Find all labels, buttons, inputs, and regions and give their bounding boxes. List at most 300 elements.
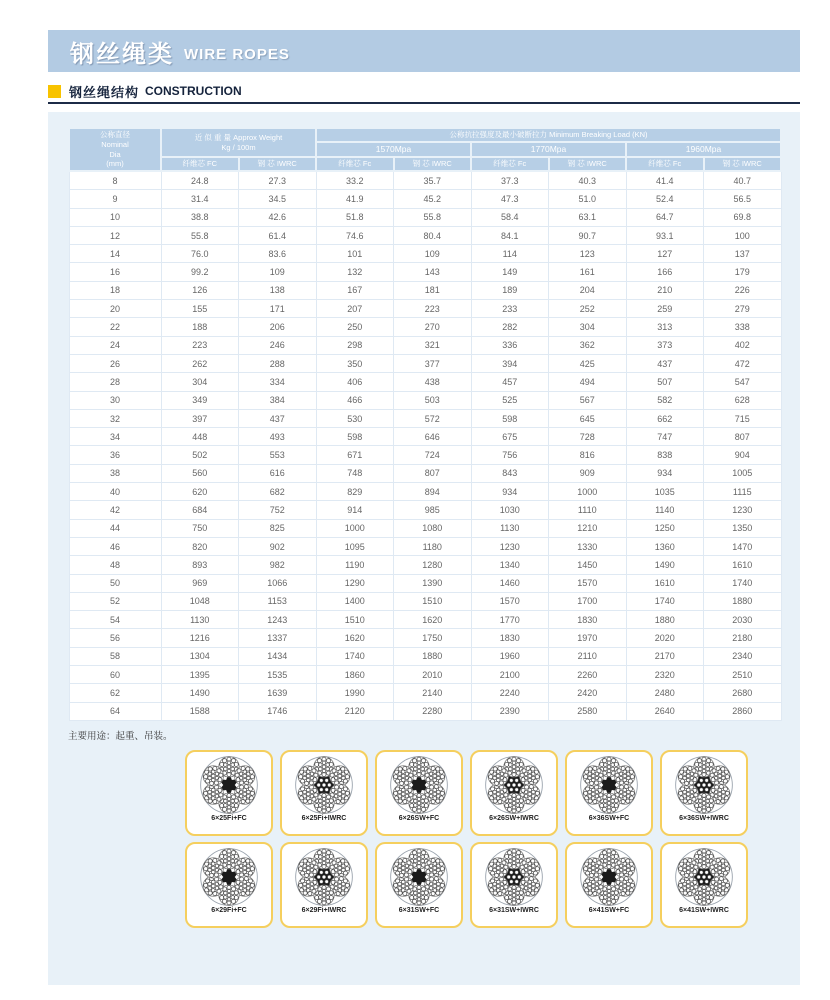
value-cell: 675 xyxy=(471,428,549,446)
rope-construction-label: 6×41SW+IWRC xyxy=(679,906,729,914)
value-cell: 752 xyxy=(239,501,317,519)
col-header-grade-1770: 1770Mpa xyxy=(471,142,626,157)
value-cell: 2480 xyxy=(626,684,704,702)
value-cell: 126 xyxy=(161,281,239,299)
value-cell: 56.5 xyxy=(704,190,782,208)
value-cell: 64.7 xyxy=(626,208,704,226)
value-cell: 2120 xyxy=(316,702,394,720)
value-cell: 684 xyxy=(161,501,239,519)
diameter-cell: 22 xyxy=(69,318,161,336)
rope-cross-section-icon xyxy=(291,754,357,816)
yellow-square-icon xyxy=(48,85,61,98)
value-cell: 1880 xyxy=(704,592,782,610)
value-cell: 313 xyxy=(626,318,704,336)
value-cell: 1460 xyxy=(471,574,549,592)
col-header-grade-1960: 1960Mpa xyxy=(626,142,781,157)
value-cell: 74.6 xyxy=(316,226,394,244)
rope-cross-section-icon xyxy=(576,846,642,908)
page-banner xyxy=(48,30,800,72)
value-cell: 349 xyxy=(161,391,239,409)
value-cell: 206 xyxy=(239,318,317,336)
value-cell: 27.3 xyxy=(239,171,317,190)
value-cell: 1620 xyxy=(316,629,394,647)
value-cell: 377 xyxy=(394,354,472,372)
value-cell: 1304 xyxy=(161,647,239,665)
value-cell: 2390 xyxy=(471,702,549,720)
table-row xyxy=(69,592,781,610)
value-cell: 1000 xyxy=(316,519,394,537)
value-cell: 728 xyxy=(549,428,627,446)
value-cell: 1830 xyxy=(549,611,627,629)
value-cell: 210 xyxy=(626,281,704,299)
col-header-breaking-load: 公称抗拉强度及最小破断拉力 Minimum Breaking Load (KN) xyxy=(316,128,781,142)
value-cell: 448 xyxy=(161,428,239,446)
value-cell: 1360 xyxy=(626,537,704,555)
value-cell: 1095 xyxy=(316,537,394,555)
value-cell: 1510 xyxy=(394,592,472,610)
value-cell: 350 xyxy=(316,354,394,372)
value-cell: 1750 xyxy=(394,629,472,647)
value-cell: 1770 xyxy=(471,611,549,629)
table-row xyxy=(69,519,781,537)
value-cell: 123 xyxy=(549,245,627,263)
rope-construction-label: 6×29Fi+IWRC xyxy=(301,906,347,914)
rope-diagram-card xyxy=(470,750,558,836)
value-cell: 1510 xyxy=(316,611,394,629)
value-cell: 1746 xyxy=(239,702,317,720)
value-cell: 547 xyxy=(704,373,782,391)
diameter-cell: 8 xyxy=(69,171,161,190)
value-cell: 2010 xyxy=(394,666,472,684)
value-cell: 40.3 xyxy=(549,171,627,190)
table-row xyxy=(69,611,781,629)
rope-construction-label: 6×41SW+FC xyxy=(588,906,630,914)
value-cell: 1035 xyxy=(626,483,704,501)
table-row xyxy=(69,574,781,592)
value-cell: 63.1 xyxy=(549,208,627,226)
value-cell: 1434 xyxy=(239,647,317,665)
rope-cross-section-icon xyxy=(576,754,642,816)
col-header-weight: 近 似 重 量 Approx Weight Kg / 100m xyxy=(161,128,316,157)
value-cell: 226 xyxy=(704,281,782,299)
value-cell: 1337 xyxy=(239,629,317,647)
value-cell: 1243 xyxy=(239,611,317,629)
value-cell: 628 xyxy=(704,391,782,409)
value-cell: 47.3 xyxy=(471,190,549,208)
value-cell: 472 xyxy=(704,354,782,372)
rope-cross-section-icon xyxy=(671,846,737,908)
value-cell: 1700 xyxy=(549,592,627,610)
subheader-iwrc: 钢 芯 IWRC xyxy=(239,157,317,171)
value-cell: 1880 xyxy=(626,611,704,629)
table-row xyxy=(69,226,781,244)
value-cell: 894 xyxy=(394,483,472,501)
rope-construction-label: 6×36SW+IWRC xyxy=(679,814,729,822)
value-cell: 2680 xyxy=(704,684,782,702)
value-cell: 616 xyxy=(239,464,317,482)
section-title-cn: 钢丝绳结构 xyxy=(69,84,140,100)
value-cell: 69.8 xyxy=(704,208,782,226)
value-cell: 530 xyxy=(316,409,394,427)
value-cell: 406 xyxy=(316,373,394,391)
value-cell: 189 xyxy=(471,281,549,299)
diameter-cell: 42 xyxy=(69,501,161,519)
value-cell: 816 xyxy=(549,446,627,464)
value-cell: 969 xyxy=(161,574,239,592)
value-cell: 2170 xyxy=(626,647,704,665)
rope-construction-label: 6×29Fi+FC xyxy=(211,906,247,914)
value-cell: 1153 xyxy=(239,592,317,610)
value-cell: 1610 xyxy=(626,574,704,592)
value-cell: 2140 xyxy=(394,684,472,702)
table-row xyxy=(69,483,781,501)
value-cell: 288 xyxy=(239,354,317,372)
value-cell: 1830 xyxy=(471,629,549,647)
value-cell: 825 xyxy=(239,519,317,537)
value-cell: 2240 xyxy=(471,684,549,702)
value-cell: 438 xyxy=(394,373,472,391)
rope-construction-label: 6×26SW+IWRC xyxy=(489,814,539,822)
value-cell: 179 xyxy=(704,263,782,281)
subheader-iwrc: 钢 芯 IWRC xyxy=(394,157,472,171)
value-cell: 55.8 xyxy=(394,208,472,226)
diameter-cell: 24 xyxy=(69,336,161,354)
value-cell: 394 xyxy=(471,354,549,372)
value-cell: 101 xyxy=(316,245,394,263)
value-cell: 1000 xyxy=(549,483,627,501)
value-cell: 1490 xyxy=(161,684,239,702)
value-cell: 33.2 xyxy=(316,171,394,190)
rope-construction-label: 6×25Fi+FC xyxy=(211,814,247,822)
diameter-cell: 30 xyxy=(69,391,161,409)
value-cell: 1970 xyxy=(549,629,627,647)
table-row xyxy=(69,171,781,190)
value-cell: 645 xyxy=(549,409,627,427)
value-cell: 167 xyxy=(316,281,394,299)
rope-diagram-card xyxy=(470,842,558,928)
value-cell: 2020 xyxy=(626,629,704,647)
table-row xyxy=(69,281,781,299)
value-cell: 715 xyxy=(704,409,782,427)
value-cell: 246 xyxy=(239,336,317,354)
value-cell: 934 xyxy=(471,483,549,501)
value-cell: 252 xyxy=(549,300,627,318)
page-title-cn: 钢丝绳类 xyxy=(70,40,174,68)
value-cell: 2030 xyxy=(704,611,782,629)
value-cell: 750 xyxy=(161,519,239,537)
col-header-diameter: 公称直径 Nominal Dia (mm) xyxy=(69,128,161,171)
value-cell: 671 xyxy=(316,446,394,464)
value-cell: 45.2 xyxy=(394,190,472,208)
value-cell: 41.9 xyxy=(316,190,394,208)
table-row xyxy=(69,446,781,464)
value-cell: 620 xyxy=(161,483,239,501)
rope-diagram-grid xyxy=(185,750,760,934)
value-cell: 114 xyxy=(471,245,549,263)
diameter-cell: 40 xyxy=(69,483,161,501)
value-cell: 334 xyxy=(239,373,317,391)
table-row xyxy=(69,501,781,519)
rope-diagram-card xyxy=(375,842,463,928)
value-cell: 298 xyxy=(316,336,394,354)
value-cell: 336 xyxy=(471,336,549,354)
value-cell: 1130 xyxy=(161,611,239,629)
value-cell: 61.4 xyxy=(239,226,317,244)
value-cell: 51.8 xyxy=(316,208,394,226)
value-cell: 437 xyxy=(239,409,317,427)
value-cell: 1470 xyxy=(704,537,782,555)
rope-cross-section-icon xyxy=(481,846,547,908)
subheader-fc: 纤维芯 Fc xyxy=(471,157,549,171)
value-cell: 1340 xyxy=(471,556,549,574)
rope-construction-label: 6×31SW+IWRC xyxy=(489,906,539,914)
diameter-cell: 50 xyxy=(69,574,161,592)
value-cell: 902 xyxy=(239,537,317,555)
rope-cross-section-icon xyxy=(291,846,357,908)
value-cell: 494 xyxy=(549,373,627,391)
value-cell: 598 xyxy=(316,428,394,446)
value-cell: 1740 xyxy=(704,574,782,592)
value-cell: 100 xyxy=(704,226,782,244)
table-row xyxy=(69,190,781,208)
value-cell: 1140 xyxy=(626,501,704,519)
diameter-cell: 58 xyxy=(69,647,161,665)
value-cell: 166 xyxy=(626,263,704,281)
value-cell: 582 xyxy=(626,391,704,409)
value-cell: 747 xyxy=(626,428,704,446)
value-cell: 99.2 xyxy=(161,263,239,281)
value-cell: 425 xyxy=(549,354,627,372)
diameter-cell: 44 xyxy=(69,519,161,537)
value-cell: 233 xyxy=(471,300,549,318)
wire-rope-spec-table xyxy=(68,127,782,721)
value-cell: 181 xyxy=(394,281,472,299)
rope-diagram-card xyxy=(280,750,368,836)
value-cell: 503 xyxy=(394,391,472,409)
value-cell: 397 xyxy=(161,409,239,427)
subheader-fc: 纤维芯 Fc xyxy=(626,157,704,171)
value-cell: 84.1 xyxy=(471,226,549,244)
value-cell: 338 xyxy=(704,318,782,336)
value-cell: 138 xyxy=(239,281,317,299)
value-cell: 262 xyxy=(161,354,239,372)
value-cell: 1280 xyxy=(394,556,472,574)
table-row xyxy=(69,537,781,555)
value-cell: 1450 xyxy=(549,556,627,574)
value-cell: 250 xyxy=(316,318,394,336)
value-cell: 42.6 xyxy=(239,208,317,226)
value-cell: 384 xyxy=(239,391,317,409)
diameter-cell: 52 xyxy=(69,592,161,610)
value-cell: 748 xyxy=(316,464,394,482)
diameter-cell: 56 xyxy=(69,629,161,647)
subheader-iwrc: 钢 芯 IWRC xyxy=(549,157,627,171)
value-cell: 362 xyxy=(549,336,627,354)
rope-cross-section-icon xyxy=(196,754,262,816)
subheader-fc: 纤维芯 Fc xyxy=(316,157,394,171)
value-cell: 373 xyxy=(626,336,704,354)
value-cell: 1005 xyxy=(704,464,782,482)
table-row xyxy=(69,647,781,665)
usage-note: 主要用途：起重、吊装。 xyxy=(68,730,173,742)
rope-cross-section-icon xyxy=(386,846,452,908)
diameter-cell: 46 xyxy=(69,537,161,555)
value-cell: 143 xyxy=(394,263,472,281)
value-cell: 51.0 xyxy=(549,190,627,208)
value-cell: 1860 xyxy=(316,666,394,684)
value-cell: 502 xyxy=(161,446,239,464)
value-cell: 270 xyxy=(394,318,472,336)
value-cell: 1216 xyxy=(161,629,239,647)
value-cell: 2860 xyxy=(704,702,782,720)
rope-diagram-card xyxy=(280,842,368,928)
value-cell: 807 xyxy=(704,428,782,446)
value-cell: 1990 xyxy=(316,684,394,702)
value-cell: 282 xyxy=(471,318,549,336)
value-cell: 493 xyxy=(239,428,317,446)
col-header-grade-1570: 1570Mpa xyxy=(316,142,471,157)
table-row xyxy=(69,336,781,354)
table-row xyxy=(69,702,781,720)
value-cell: 2260 xyxy=(549,666,627,684)
value-cell: 820 xyxy=(161,537,239,555)
value-cell: 1639 xyxy=(239,684,317,702)
value-cell: 1115 xyxy=(704,483,782,501)
diameter-cell: 26 xyxy=(69,354,161,372)
rope-cross-section-icon xyxy=(671,754,737,816)
value-cell: 466 xyxy=(316,391,394,409)
value-cell: 682 xyxy=(239,483,317,501)
section-heading xyxy=(48,80,800,104)
diameter-cell: 10 xyxy=(69,208,161,226)
diameter-cell: 20 xyxy=(69,300,161,318)
diameter-cell: 28 xyxy=(69,373,161,391)
value-cell: 1250 xyxy=(626,519,704,537)
value-cell: 934 xyxy=(626,464,704,482)
value-cell: 437 xyxy=(626,354,704,372)
value-cell: 1400 xyxy=(316,592,394,610)
diameter-cell: 64 xyxy=(69,702,161,720)
value-cell: 1620 xyxy=(394,611,472,629)
value-cell: 572 xyxy=(394,409,472,427)
section-title-en: CONSTRUCTION xyxy=(145,84,242,98)
table-row xyxy=(69,684,781,702)
rope-diagram-card xyxy=(660,750,748,836)
value-cell: 2640 xyxy=(626,702,704,720)
value-cell: 598 xyxy=(471,409,549,427)
value-cell: 1190 xyxy=(316,556,394,574)
value-cell: 259 xyxy=(626,300,704,318)
value-cell: 1960 xyxy=(471,647,549,665)
value-cell: 1570 xyxy=(471,592,549,610)
value-cell: 829 xyxy=(316,483,394,501)
diameter-cell: 54 xyxy=(69,611,161,629)
value-cell: 90.7 xyxy=(549,226,627,244)
value-cell: 909 xyxy=(549,464,627,482)
value-cell: 188 xyxy=(161,318,239,336)
table-row xyxy=(69,263,781,281)
subheader-fc: 纤维芯 FC xyxy=(161,157,239,171)
value-cell: 1570 xyxy=(549,574,627,592)
rope-construction-label: 6×26SW+FC xyxy=(398,814,440,822)
value-cell: 109 xyxy=(394,245,472,263)
value-cell: 1880 xyxy=(394,647,472,665)
value-cell: 76.0 xyxy=(161,245,239,263)
table-row xyxy=(69,556,781,574)
value-cell: 553 xyxy=(239,446,317,464)
subheader-iwrc: 钢 芯 IWRC xyxy=(704,157,782,171)
value-cell: 38.8 xyxy=(161,208,239,226)
value-cell: 1330 xyxy=(549,537,627,555)
value-cell: 1230 xyxy=(471,537,549,555)
value-cell: 207 xyxy=(316,300,394,318)
table-row xyxy=(69,629,781,647)
value-cell: 279 xyxy=(704,300,782,318)
rope-construction-label: 6×31SW+FC xyxy=(398,906,440,914)
value-cell: 2100 xyxy=(471,666,549,684)
value-cell: 93.1 xyxy=(626,226,704,244)
rope-diagram-card xyxy=(565,842,653,928)
value-cell: 1588 xyxy=(161,702,239,720)
value-cell: 204 xyxy=(549,281,627,299)
value-cell: 37.3 xyxy=(471,171,549,190)
value-cell: 1490 xyxy=(626,556,704,574)
rope-diagram-card xyxy=(185,750,273,836)
value-cell: 2580 xyxy=(549,702,627,720)
value-cell: 1180 xyxy=(394,537,472,555)
value-cell: 525 xyxy=(471,391,549,409)
rope-cross-section-icon xyxy=(481,754,547,816)
value-cell: 35.7 xyxy=(394,171,472,190)
value-cell: 1610 xyxy=(704,556,782,574)
value-cell: 1740 xyxy=(316,647,394,665)
diameter-cell: 16 xyxy=(69,263,161,281)
value-cell: 2510 xyxy=(704,666,782,684)
rope-construction-label: 6×25Fi+IWRC xyxy=(301,814,347,822)
value-cell: 985 xyxy=(394,501,472,519)
value-cell: 507 xyxy=(626,373,704,391)
rope-diagram-card xyxy=(565,750,653,836)
value-cell: 560 xyxy=(161,464,239,482)
value-cell: 223 xyxy=(394,300,472,318)
diameter-cell: 14 xyxy=(69,245,161,263)
value-cell: 893 xyxy=(161,556,239,574)
rope-cross-section-icon xyxy=(386,754,452,816)
value-cell: 223 xyxy=(161,336,239,354)
value-cell: 646 xyxy=(394,428,472,446)
value-cell: 24.8 xyxy=(161,171,239,190)
value-cell: 31.4 xyxy=(161,190,239,208)
value-cell: 149 xyxy=(471,263,549,281)
value-cell: 304 xyxy=(161,373,239,391)
value-cell: 1390 xyxy=(394,574,472,592)
value-cell: 567 xyxy=(549,391,627,409)
value-cell: 1066 xyxy=(239,574,317,592)
table-row xyxy=(69,464,781,482)
value-cell: 40.7 xyxy=(704,171,782,190)
value-cell: 1230 xyxy=(704,501,782,519)
diameter-cell: 32 xyxy=(69,409,161,427)
diameter-cell: 34 xyxy=(69,428,161,446)
table-row xyxy=(69,428,781,446)
value-cell: 132 xyxy=(316,263,394,281)
table-row xyxy=(69,354,781,372)
diameter-cell: 62 xyxy=(69,684,161,702)
table-row xyxy=(69,208,781,226)
table-row xyxy=(69,318,781,336)
diameter-cell: 48 xyxy=(69,556,161,574)
value-cell: 1290 xyxy=(316,574,394,592)
